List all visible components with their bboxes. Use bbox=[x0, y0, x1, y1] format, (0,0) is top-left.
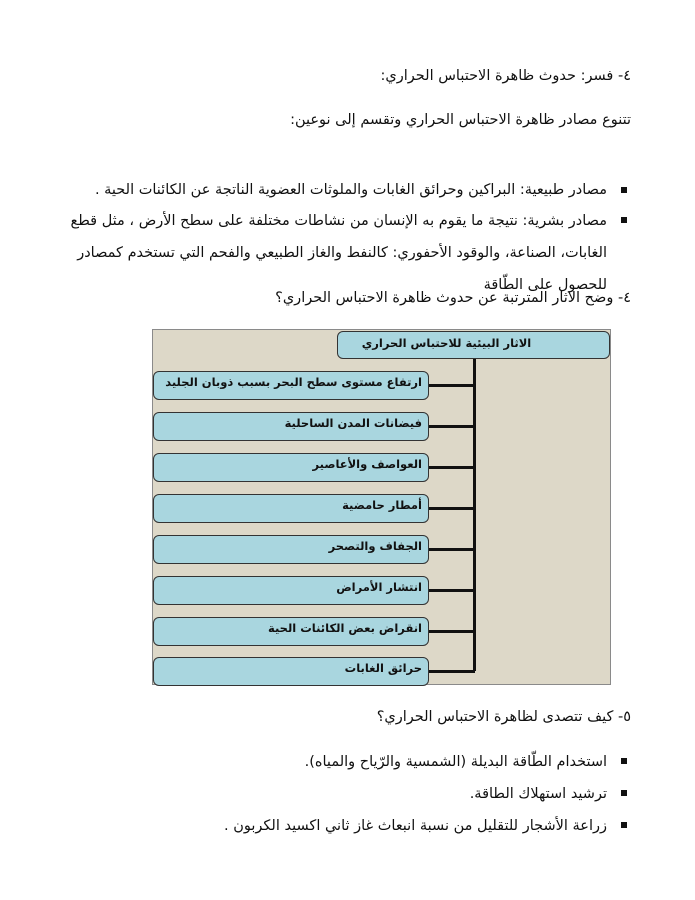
solutions-list bbox=[58, 746, 631, 842]
diagram-connector bbox=[429, 548, 475, 551]
question-4b-title: ٤- وضح الاثار المترتبة عن حدوث ظاهرة الاحتباس الحراري؟ bbox=[275, 290, 631, 306]
effects-diagram bbox=[152, 329, 611, 685]
diagram-connector-vertical bbox=[473, 359, 476, 671]
bullet-square-icon bbox=[621, 790, 627, 796]
bullet-square-icon bbox=[621, 822, 627, 828]
diagram-item: انقراض بعض الكائنات الحية bbox=[153, 617, 429, 646]
diagram-connector bbox=[429, 425, 475, 428]
diagram-connector bbox=[429, 507, 475, 510]
question-5-title: ٥- كيف تتصدى لظاهرة الاحتباس الحراري؟ bbox=[376, 709, 631, 725]
diagram-connector bbox=[429, 589, 475, 592]
bullet-square-icon bbox=[621, 217, 627, 223]
diagram-item: أمطار حامضية bbox=[153, 494, 429, 523]
list-item: ترشيد استهلاك الطاقة. bbox=[58, 778, 631, 810]
list-item: مصادر بشرية: نتيجة ما يقوم به الإنسان من نشاطات مختلفة على سطح الأرض ، مثل قطع الغابات، الصناعة، والوقود الأحفوري: كالنفط والغاز الطبيعي والفحم التي تستخدم كمصادر للحصول على الطّاقة bbox=[58, 205, 631, 301]
diagram-item: ارتفاع مستوى سطح البحر بسبب ذوبان الجليد bbox=[153, 371, 429, 400]
list-item: استخدام الطّاقة البديلة (الشمسية والرّياح والمياه). bbox=[58, 746, 631, 778]
question-4-title: ٤- فسر: حدوث ظاهرة الاحتباس الحراري: bbox=[380, 68, 631, 84]
bullet-square-icon bbox=[621, 187, 627, 193]
diagram-item: العواصف والأعاصير bbox=[153, 453, 429, 482]
sources-list bbox=[58, 175, 631, 301]
diagram-item: حرائق الغابات bbox=[153, 657, 429, 686]
diagram-connector bbox=[429, 384, 475, 387]
sources-intro: تتنوع مصادر ظاهرة الاحتباس الحراري وتقسم إلى نوعين: bbox=[290, 112, 631, 128]
diagram-item: فيضانات المدن الساحلية bbox=[153, 412, 429, 441]
list-item: مصادر طبيعية: البراكين وحرائق الغابات والملوثات العضوية الناتجة عن الكائنات الحية . bbox=[58, 175, 631, 205]
diagram-connector bbox=[429, 670, 475, 673]
diagram-connector bbox=[429, 630, 475, 633]
diagram-root-box: الاثار البيئية للاحتباس الحراري bbox=[337, 331, 610, 359]
list-item: زراعة الأشجار للتقليل من نسبة انبعاث غاز ثاني اكسيد الكربون . bbox=[58, 810, 631, 842]
bullet-square-icon bbox=[621, 758, 627, 764]
diagram-connector bbox=[429, 466, 475, 469]
diagram-item: الجفاف والتصحر bbox=[153, 535, 429, 564]
diagram-item: انتشار الأمراض bbox=[153, 576, 429, 605]
